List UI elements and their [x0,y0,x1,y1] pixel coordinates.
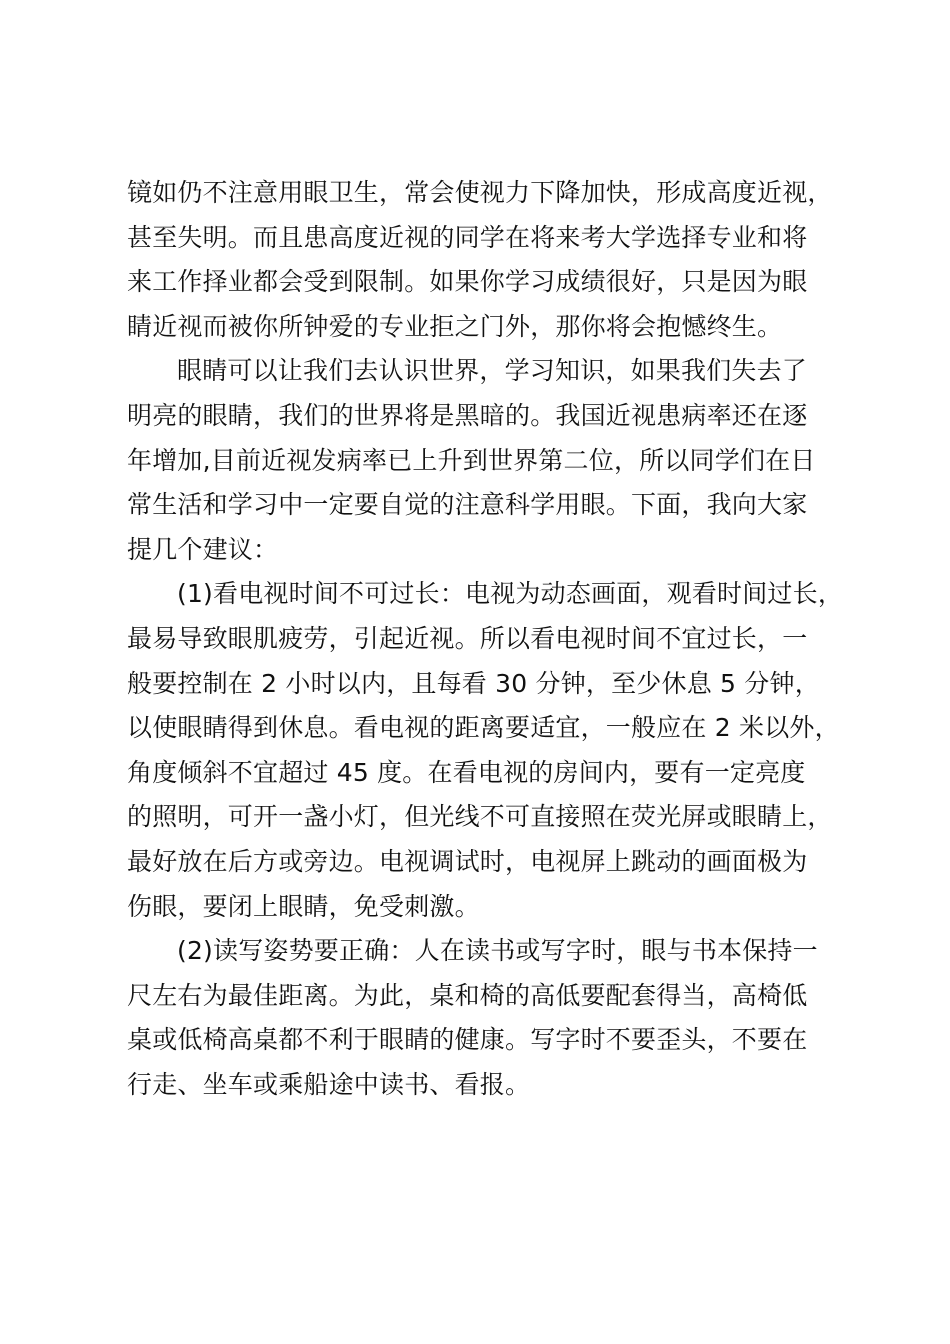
text-line: 提几个建议： [127,534,279,564]
text-line: 最好放在后方或旁边。电视调试时，电视屏上跳动的画面极为 [127,846,808,876]
paragraph-first-line: 眼睛可以让我们去认识世界，学习知识，如果我们失去了 [177,356,808,386]
text-line: 角度倾斜不宜超过 45 度。在看电视的房间内，要有一定亮度 [127,757,806,787]
body-text [127,171,857,1107]
paragraph-first-line: (1)看电视时间不可过长：电视为动态画面，观看时间过长， [177,579,844,609]
text-line: 来工作择业都会受到限制。如果你学习成绩很好，只是因为眼 [127,267,808,297]
text-line: 年增加,目前近视发病率已上升到世界第二位，所以同学们在日 [127,445,816,475]
text-line: 明亮的眼睛，我们的世界将是黑暗的。我国近视患病率还在逐 [127,400,808,430]
text-line: 常生活和学习中一定要自觉的注意科学用眼。下面，我向大家 [127,490,808,520]
text-line: 镜如仍不注意用眼卫生，常会使视力下降加快，形成高度近视， [127,178,833,207]
text-line: 的照明，可开一盏小灯，但光线不可直接照在荧光屏或眼睛上， [127,802,833,832]
text-line: 睛近视而被你所钟爱的专业拒之门外，那你将会抱憾终生。 [127,311,783,341]
paragraph-first-line: (2)读写姿势要正确：人在读书或写字时，眼与书本保持一 [177,936,818,966]
text-line: 桌或低椅高桌都不利于眼睛的健康。写字时不要歪头，不要在 [127,1025,808,1055]
text-line: 最易导致眼肌疲劳，引起近视。所以看电视时间不宜过长，一 [127,623,808,653]
text-line: 甚至失明。而且患高度近视的同学在将来考大学选择专业和将 [127,222,808,252]
text-line: 伤眼，要闭上眼睛，免受刺激。 [127,891,480,921]
text-line: 般要控制在 2 小时以内，且每看 30 分钟，至少休息 5 分钟， [127,668,820,698]
text-line: 尺左右为最佳距离。为此，桌和椅的高低要配套得当，高椅低 [127,980,808,1010]
text-line: 行走、坐车或乘船途中读书、看报。 [127,1069,531,1099]
text-line: 以使眼睛得到休息。看电视的距离要适宜，一般应在 2 米以外， [127,713,840,743]
